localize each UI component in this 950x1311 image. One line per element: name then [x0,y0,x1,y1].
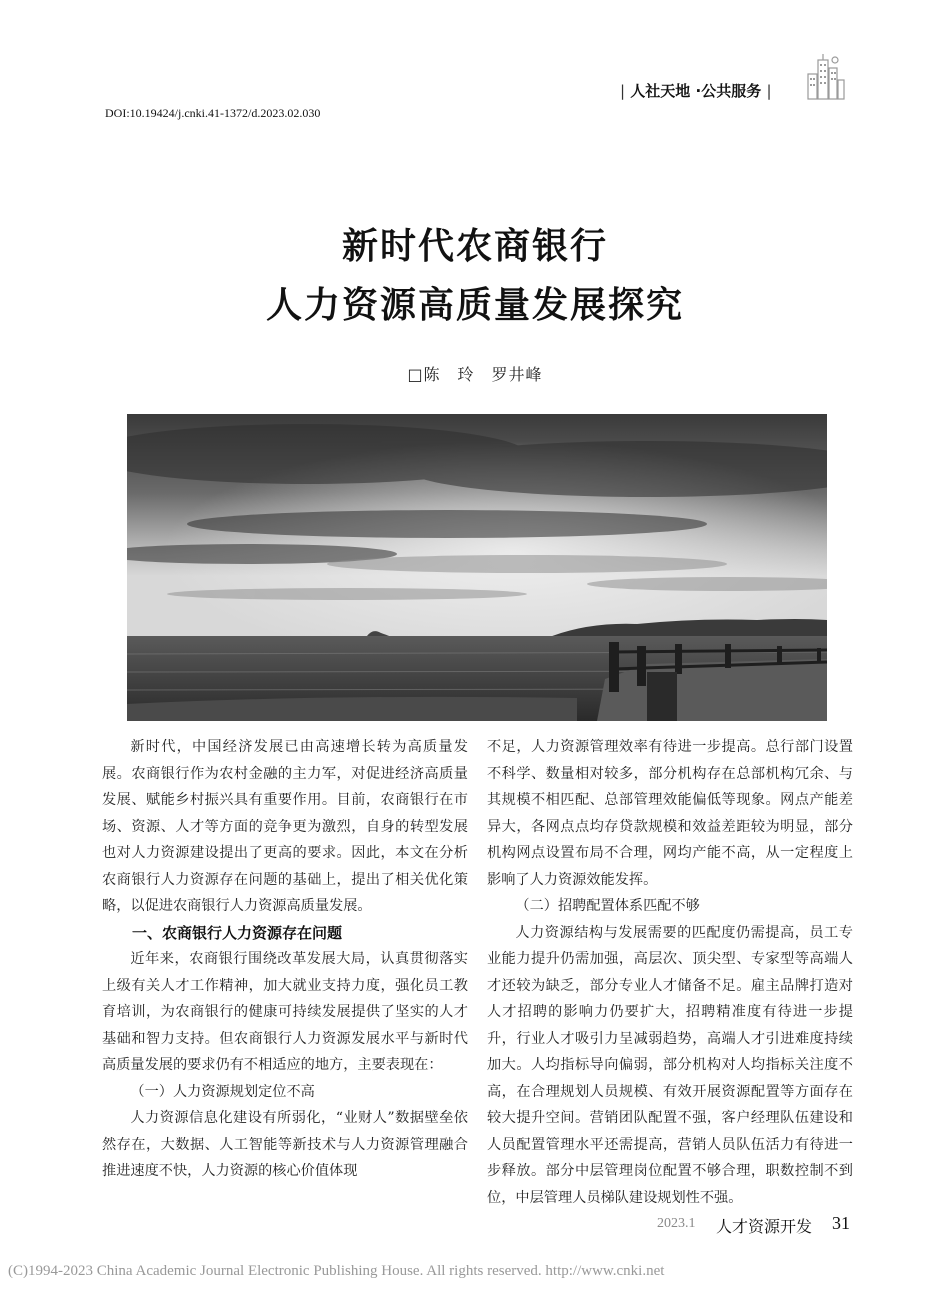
article-authors: □陈 玲 罗井峰 [407,365,543,384]
subsection-heading-1: （一）人力资源规划定位不高 [130,1083,315,1100]
issue-label: 2023.1 [657,1216,696,1231]
seascape-photo [127,414,827,721]
section-name: 人社天地 [630,82,691,100]
buildings-icon [805,52,845,100]
subsection-heading-2: （二）招聘配置体系匹配不够 [515,898,700,914]
article-title-line-2: 人力资源高质量发展探究 [265,285,684,326]
section-subname: 公共服务 [701,82,762,100]
paragraph-section-1-intro: 近年来，农商银行围绕改革发展大局，认真贯彻落实上级有关人才工作精神，加大就业支持力度，强化员工教育培训，为农商银行的健康可持续发展提供了坚实的人才基础和智力支持。但农商银行人力资源发展水平与新时代高质量发展的要求仍有不相适应的地方，主要表现在： [102,951,468,1073]
section-heading-1: 一、农商银行人力资源存在问题 [132,923,343,942]
section-left-bar: | [620,82,626,100]
page-number: 31 [832,1213,850,1233]
paragraph-subsection-1-start: 人力资源信息化建设有所弱化，“业财人”数据壁垒依然存在，大数据、人工智能等新技术与人力资源管理融合推进速度不快，人力资源的核心价值体现 [102,1110,468,1179]
article-title-line-1: 新时代农商银行 [341,226,608,267]
body-column-left [102,734,468,1185]
paragraph-subsection-2: 人力资源结构与发展需要的匹配度仍需提高，员工专业能力提升仍需加强，高层次、顶尖型、专家型等高端人才还较为缺乏，部分专业人才储备不足。雇主品牌打造对人才招聘的影响力仍要扩大，招聘精准度有待进一步提升，行业人才吸引力呈减弱趋势，高端人才引进难度持续加大。人均指标导向偏弱，部分机构对人均指标关注度不高，在合理规划人员规模、有效开展资源配置等方面存在较大提升空间。营销团队配置不强，客户经理队伍建设和人员配置管理水平还需提高，营销人员队伍活力有待进一步释放。部分中层管理岗位配置不够合理，职数控制不到位，中层管理人员梯队建设规划性不强。 [487,924,853,1206]
section-right-bar: | [766,82,772,100]
copyright-line: (C)1994-2023 China Academic Journal Electronic Publishing House. All rights reserved. http://www.cnki.net [8,1263,665,1279]
journal-name: 人才资源开发 [716,1217,813,1236]
paragraph-intro: 新时代，中国经济发展已由高速增长转为高质量发展。农商银行作为农村金融的主力军，对促进经济高质量发展、赋能乡村振兴具有重要作用。目前，农商银行在市场、资源、人才等方面的竞争更为激烈，自身的转型发展也对人力资源建设提出了更高的要求。因此，本文在分析农商银行人力资源存在问题的基础上，提出了相关优化策略，以促进农商银行人力资源高质量发展。 [102,739,468,914]
body-column-right [487,734,853,1211]
paragraph-subsection-1-cont: 不足，人力资源管理效率有待进一步提高。总行部门设置不科学、数量相对较多，部分机构存在总部机构冗余、与其规模不相匹配、总部管理效能偏低等现象。网点产能差异大，各网点点均存贷款规模和效益差距较为明显，部分机构网点设置布局不合理，网均产能不高，从一定程度上影响了人力资源效能发挥。 [487,739,853,888]
section-separator: · [695,82,702,100]
doi-label: DOI:10.19424/j.cnki.41-1372/d.2023.02.030 [105,106,321,120]
section-header [620,80,772,101]
